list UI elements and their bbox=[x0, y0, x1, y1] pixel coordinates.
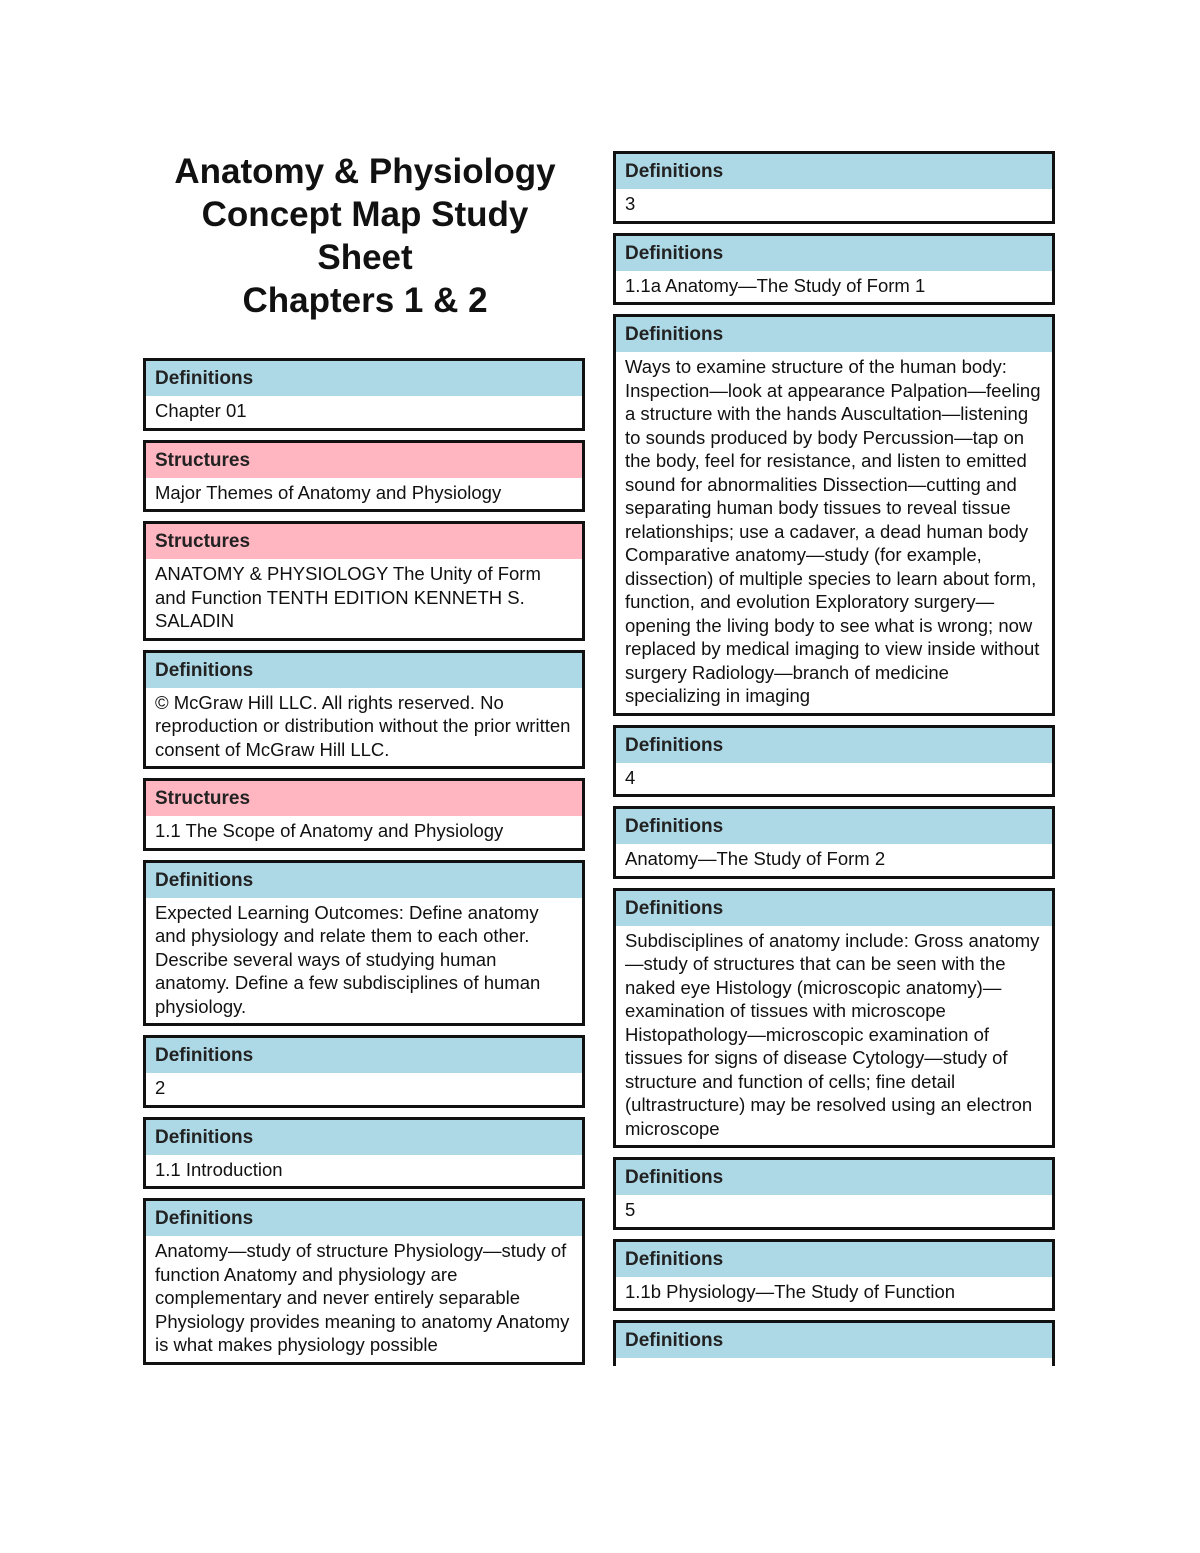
page-bottom-margin bbox=[0, 1390, 1200, 1553]
concept-card bbox=[143, 650, 585, 770]
card-header: Definitions bbox=[146, 1120, 582, 1155]
card-header: Definitions bbox=[616, 1323, 1052, 1358]
card-body: 1.1b Physiology—The Study of Function bbox=[625, 1280, 956, 1302]
concept-card bbox=[613, 151, 1055, 224]
card-header: Definitions bbox=[146, 1201, 582, 1236]
card-header: Structures bbox=[146, 524, 582, 559]
concept-card bbox=[613, 314, 1055, 716]
concept-card bbox=[143, 860, 585, 1027]
right-column bbox=[613, 151, 1055, 1366]
concept-card bbox=[613, 888, 1055, 1149]
left-column bbox=[143, 358, 585, 1374]
card-header: Definitions bbox=[146, 863, 582, 898]
card-header: Structures bbox=[146, 443, 582, 478]
card-header: Definitions bbox=[616, 1160, 1052, 1195]
card-header: Definitions bbox=[146, 361, 582, 396]
card-header: Definitions bbox=[146, 1038, 582, 1073]
concept-card bbox=[143, 1198, 585, 1365]
card-body: 5 bbox=[625, 1199, 636, 1220]
card-header: Definitions bbox=[146, 653, 582, 688]
card-body: Subdisciplines of anatomy include: Gross anatomy—study of structures that can be seen with the naked eye Histology (microscopic anatomy)—examination of tissues with microscope Histopathology—microscopic examination of tissues for signs of disease Cytology—study of structure and function of cells; fine detail (ultrastructure) may be resolved using an electron microscope bbox=[625, 929, 1040, 1139]
card-body: 1.1 Introduction bbox=[155, 1158, 283, 1180]
card-body: Major Themes of Anatomy and Physiology bbox=[155, 481, 502, 503]
concept-card bbox=[143, 778, 585, 851]
concept-card bbox=[143, 358, 585, 431]
concept-card bbox=[143, 440, 585, 513]
card-header: Structures bbox=[146, 781, 582, 816]
title-line: Anatomy & Physiology bbox=[174, 152, 556, 191]
title-line: Sheet bbox=[317, 238, 413, 277]
card-body: Expected Learning Outcomes: Define anatomy and physiology and relate them to each other. Describe several ways of studying human anatomy. Define a few subdisciplines of human physiology. bbox=[155, 901, 541, 1017]
card-body bbox=[616, 1358, 1052, 1366]
concept-card bbox=[613, 725, 1055, 798]
card-header: Definitions bbox=[616, 1242, 1052, 1277]
card-body: 2 bbox=[155, 1077, 166, 1098]
card-body: ANATOMY & PHYSIOLOGY The Unity of Form and Function TENTH EDITION KENNETH S. SALADIN bbox=[155, 563, 541, 631]
card-body: © McGraw Hill LLC. All rights reserved. No reproduction or distribution without the prior written consent of McGraw Hill LLC. bbox=[155, 691, 571, 760]
title-line: Concept Map Study bbox=[201, 195, 529, 234]
concept-card bbox=[143, 1117, 585, 1190]
concept-card bbox=[143, 521, 585, 641]
concept-card bbox=[143, 1035, 585, 1108]
card-body: Chapter 01 bbox=[155, 400, 247, 421]
concept-card bbox=[613, 1320, 1055, 1366]
card-body: 1.1 The Scope of Anatomy and Physiology bbox=[155, 820, 504, 841]
concept-card bbox=[613, 1157, 1055, 1230]
card-header: Definitions bbox=[616, 891, 1052, 926]
card-body: 1.1a Anatomy—The Study of Form 1 bbox=[625, 274, 926, 296]
card-body: 3 bbox=[625, 193, 636, 214]
concept-card bbox=[613, 806, 1055, 879]
card-header: Definitions bbox=[616, 154, 1052, 189]
card-body: Anatomy—study of structure Physiology—study of function Anatomy and physiology are complementary and never entirely separable Physiology provides meaning to anatomy Anatomy is what makes physiology possible bbox=[155, 1240, 570, 1355]
concept-card bbox=[613, 1239, 1055, 1312]
card-header: Definitions bbox=[616, 236, 1052, 271]
card-header: Definitions bbox=[616, 317, 1052, 352]
card-body: 4 bbox=[625, 766, 636, 788]
card-body: Ways to examine structure of the human body: Inspection—look at appearance Palpation—feeling a structure with the hands Auscultation—listening to sounds produced by body Percussion—tap on the body, feel for resistance, and listen to emitted sound for abnormalities Dissection—cutting and separating human body tissues to reveal tissue relationships; use a cadaver, a dead human body Comparative anatomy—study (for example, dissection) of multiple species to learn about form, function, and evolution Exploratory surgery—opening the living body to see what is wrong; now replaced by medical imaging to view inside without surgery Radiology—branch of medicine specializing in imaging bbox=[625, 356, 1041, 706]
card-header: Definitions bbox=[616, 809, 1052, 844]
concept-card bbox=[613, 233, 1055, 306]
title-line: Chapters 1 & 2 bbox=[242, 281, 488, 320]
page-title bbox=[144, 150, 586, 322]
card-body: Anatomy—The Study of Form 2 bbox=[625, 848, 886, 869]
card-header: Definitions bbox=[616, 728, 1052, 763]
